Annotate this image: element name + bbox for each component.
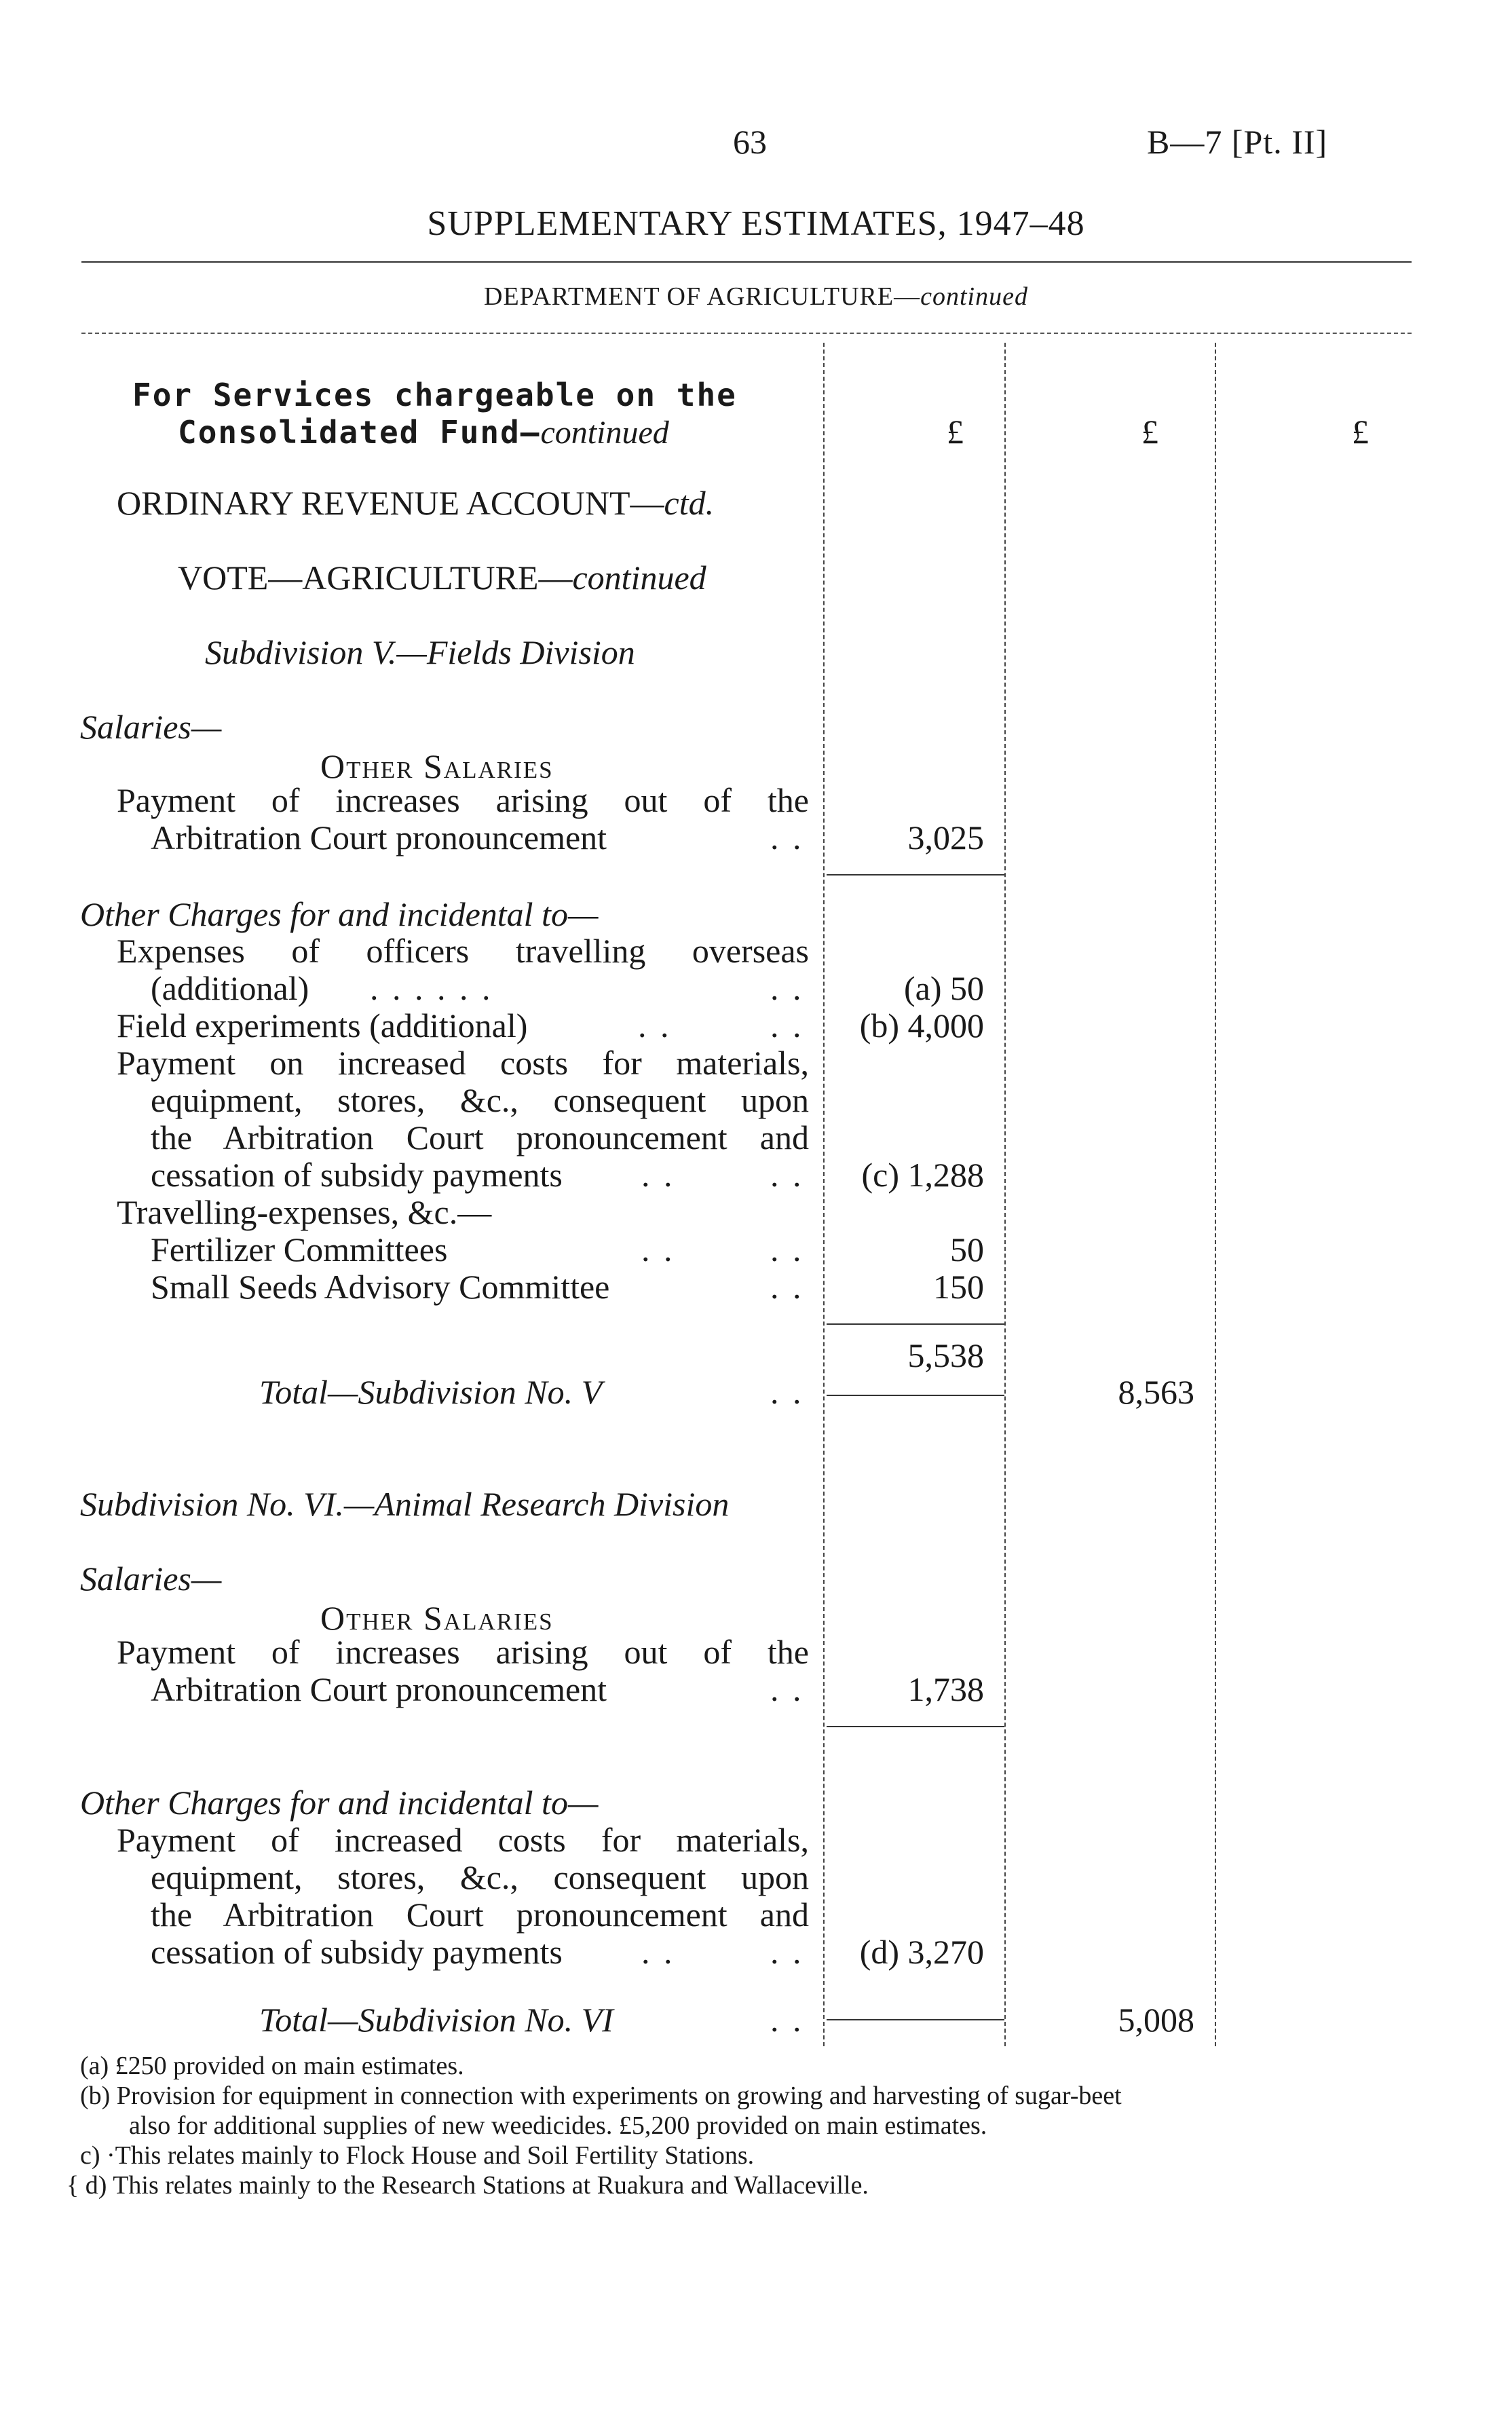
dot-leader: . . bbox=[641, 1156, 675, 1194]
subdivision-vi-payment-line1: Payment of increased costs for materials, bbox=[117, 1821, 809, 1859]
dot-leader: . . bbox=[638, 1006, 672, 1044]
fertilizer-committees-amount: 50 bbox=[950, 1230, 984, 1268]
subdivision-vi-total-amount: 5,008 bbox=[1118, 2001, 1194, 2039]
subdivision-vi-other-charges-label: Other Charges for and incidental to— bbox=[80, 1784, 599, 1822]
subtotal-rule bbox=[827, 1395, 1004, 1396]
page-number: 63 bbox=[733, 123, 767, 161]
document-reference: B—7 [Pt. II] bbox=[1147, 123, 1328, 161]
dot-leader: . . bbox=[770, 1268, 804, 1306]
payment-line1: Payment on increased costs for materials, bbox=[117, 1044, 809, 1082]
subdivision-v-total-label: Total—Subdivision No. V bbox=[259, 1373, 603, 1411]
payment-line3: the Arbitration Court pronouncement and bbox=[151, 1118, 809, 1156]
subdivision-v-other-charges-label: Other Charges for and incidental to— bbox=[80, 895, 599, 933]
subdivision-vi-total-label: Total—Subdivision No. VI bbox=[259, 2001, 613, 2039]
dot-leader: . . bbox=[770, 969, 804, 1007]
dot-leader: . . bbox=[770, 1006, 804, 1044]
subdivision-vi-payment-line4: cessation of subsidy payments bbox=[151, 1933, 563, 1971]
travelling-expenses-label: Travelling-expenses, &c.— bbox=[117, 1193, 492, 1231]
subdivision-vi-payment-amount: (d) 3,270 bbox=[859, 1933, 984, 1971]
subdivision-v-subtotal: 5,538 bbox=[907, 1336, 984, 1374]
subdivision-vi-payment-line2: equipment, stores, &c., consequent upon bbox=[151, 1858, 809, 1896]
subdivision-vi-salary-amount: 1,738 bbox=[907, 1670, 984, 1708]
subdivision-v-salary-line2: Arbitration Court pronouncement bbox=[151, 818, 607, 856]
subdivision-v-other-salaries: Other Salaries bbox=[320, 747, 554, 785]
fertilizer-committees-line: Fertilizer Committees bbox=[151, 1230, 448, 1268]
subdivision-vi-heading: Subdivision No. VI.—Animal Research Division bbox=[80, 1485, 730, 1523]
dot-leader: . . bbox=[770, 1230, 804, 1268]
column-header-3: £ bbox=[1352, 413, 1369, 451]
subtotal-rule bbox=[827, 1726, 1004, 1727]
subdivision-vi-salary-line1: Payment of increases arising out of the bbox=[117, 1633, 809, 1671]
dot-leader: . . bbox=[641, 1230, 675, 1268]
department-heading: DEPARTMENT OF AGRICULTURE—continued bbox=[484, 282, 1028, 311]
department-rule bbox=[81, 333, 1412, 334]
subdivision-v-total-amount: 8,563 bbox=[1118, 1373, 1194, 1411]
dot-leader: . . bbox=[770, 1156, 804, 1194]
column-rule-3 bbox=[1215, 343, 1216, 2046]
subtotal-rule bbox=[827, 874, 1004, 875]
dot-leader: . . bbox=[641, 1933, 675, 1971]
dot-leader: . . . . . . bbox=[370, 969, 493, 1007]
expenses-line2: (additional) bbox=[151, 969, 309, 1007]
column-header-1: £ bbox=[947, 413, 964, 451]
table-heading-line1: For Services chargeable on the bbox=[132, 377, 737, 413]
small-seeds-committee-amount: 150 bbox=[933, 1268, 984, 1306]
footnote-b-line2: also for additional supplies of new weedicides. £5,200 provided on main estimates. bbox=[129, 2111, 987, 2140]
dot-leader: . . bbox=[770, 1670, 804, 1708]
subdivision-vi-other-salaries: Other Salaries bbox=[320, 1599, 554, 1637]
payment-line4: cessation of subsidy payments bbox=[151, 1156, 563, 1194]
footnote-b-line1: (b) Provision for equipment in connection with experiments on growing and harvesting of sugar-beet bbox=[80, 2082, 1122, 2110]
subdivision-vi-payment-line3: the Arbitration Court pronouncement and bbox=[151, 1896, 809, 1934]
dot-leader: . . bbox=[770, 1373, 804, 1411]
column-rule-1 bbox=[823, 343, 825, 2046]
title-rule bbox=[81, 261, 1412, 263]
subdivision-v-salaries-label: Salaries— bbox=[80, 708, 222, 746]
subdivision-v-heading: Subdivision V.—Fields Division bbox=[205, 633, 635, 671]
table-heading-line2: Consolidated Fund—continued bbox=[178, 414, 669, 451]
subdivision-vi-salaries-label: Salaries— bbox=[80, 1560, 222, 1598]
column-header-2: £ bbox=[1141, 413, 1158, 451]
expenses-line1: Expenses of officers travelling overseas bbox=[117, 932, 809, 970]
footnote-c: c) ·This relates mainly to Flock House and Soil Fertility Stations. bbox=[80, 2141, 755, 2170]
field-experiments-line: Field experiments (additional) bbox=[117, 1006, 528, 1044]
footnote-a: (a) £250 provided on main estimates. bbox=[80, 2052, 464, 2080]
small-seeds-committee-line: Small Seeds Advisory Committee bbox=[151, 1268, 610, 1306]
column-rule-2 bbox=[1004, 343, 1006, 2046]
account-heading: ORDINARY REVENUE ACCOUNT—ctd. bbox=[117, 484, 715, 522]
dot-leader: . . bbox=[770, 2001, 804, 2039]
dot-leader: . . bbox=[770, 818, 804, 856]
subdivision-v-salary-amount: 3,025 bbox=[907, 818, 984, 856]
subdivision-vi-salary-line2: Arbitration Court pronouncement bbox=[151, 1670, 607, 1708]
payment-line2: equipment, stores, &c., consequent upon bbox=[151, 1081, 809, 1119]
payment-amount: (c) 1,288 bbox=[861, 1156, 984, 1194]
subdivision-v-salary-line1: Payment of increases arising out of the bbox=[117, 781, 809, 819]
field-experiments-amount: (b) 4,000 bbox=[859, 1006, 984, 1044]
subtotal-rule bbox=[827, 1323, 1004, 1325]
subtotal-rule bbox=[827, 2019, 1004, 2020]
vote-heading: VOTE—AGRICULTURE—continued bbox=[178, 559, 706, 597]
footnote-d: { d) This relates mainly to the Research Stations at Ruakura and Wallaceville. bbox=[67, 2171, 869, 2200]
page-title: SUPPLEMENTARY ESTIMATES, 1947–48 bbox=[427, 204, 1085, 243]
expenses-amount: (a) 50 bbox=[904, 969, 984, 1007]
dot-leader: . . bbox=[770, 1933, 804, 1971]
